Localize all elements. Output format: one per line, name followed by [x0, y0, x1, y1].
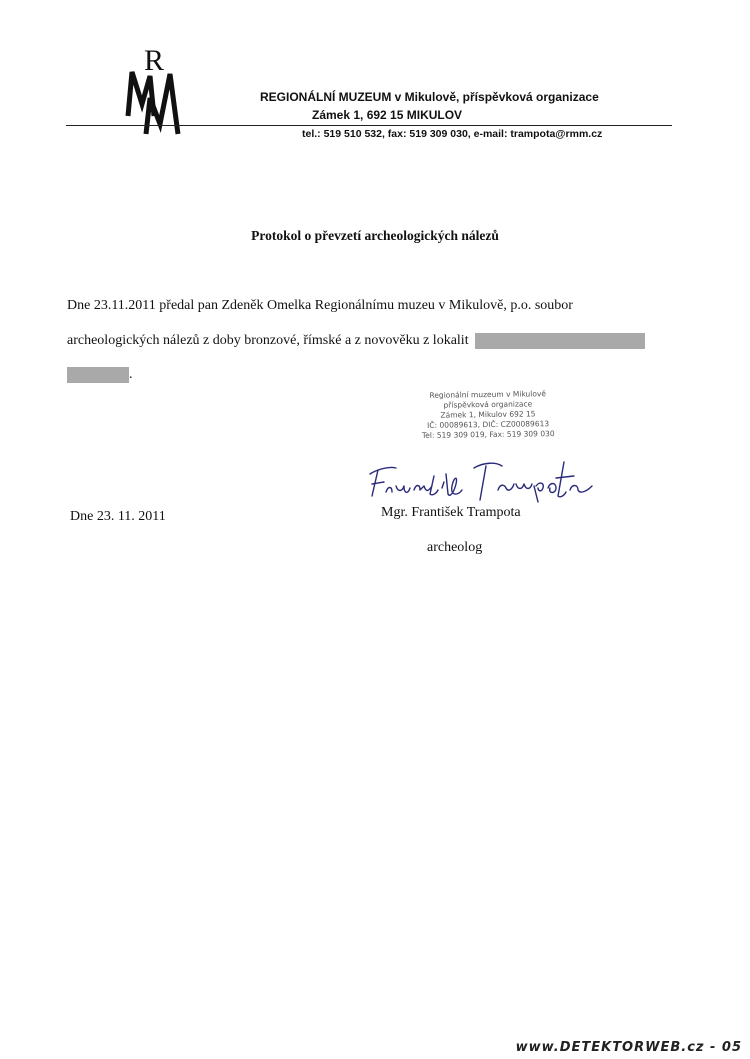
organization-contact: tel.: 519 510 532, fax: 519 309 030, e-mail: trampota@rmm.cz — [302, 128, 603, 140]
paragraph-line-2 — [67, 333, 645, 349]
official-stamp — [418, 389, 559, 441]
stamp-line-5: Tel: 519 309 019, Fax: 519 309 030 — [421, 429, 555, 440]
stamp-line-1: Regionální muzeum v Mikulově — [429, 389, 547, 400]
watermark-text: www.DETEKTORWEB.cz - 05 — [515, 1040, 742, 1055]
redaction-block-1 — [475, 333, 645, 349]
handwritten-signature — [362, 456, 598, 512]
museum-logo — [118, 44, 190, 136]
signer-name: Mgr. František Trampota — [381, 505, 521, 520]
redaction-block-2 — [67, 367, 129, 383]
header-divider — [66, 125, 672, 126]
organization-address: Zámek 1, 692 15 MIKULOV — [312, 108, 463, 122]
paragraph-line-2-text: archeologických nálezů z doby bronzové, římské a z novověku z lokalit — [67, 333, 469, 349]
organization-name: REGIONÁLNÍ MUZEUM v Mikulově, příspěvková organizace — [260, 90, 599, 104]
stamp-line-4: IČ: 00089613, DIČ: CZ00089613 — [427, 419, 550, 430]
paragraph-line-3 — [67, 367, 133, 383]
paragraph-line-1: Dne 23.11.2011 předal pan Zdeněk Omelka Regionálnímu muzeu v Mikulově, p.o. soubor — [67, 298, 573, 313]
logo-letter-r: R — [144, 44, 165, 77]
stamp-line-2: příspěvková organizace — [443, 399, 533, 410]
document-date: Dne 23. 11. 2011 — [70, 509, 166, 524]
document-title — [0, 228, 750, 244]
paragraph-line-3-end: . — [129, 367, 133, 383]
stamp-line-3: Zámek 1, Mikulov 692 15 — [440, 409, 536, 420]
document-title-text: Protokol o převzetí archeologických nálezů — [251, 228, 499, 243]
signer-role: archeolog — [427, 540, 483, 555]
